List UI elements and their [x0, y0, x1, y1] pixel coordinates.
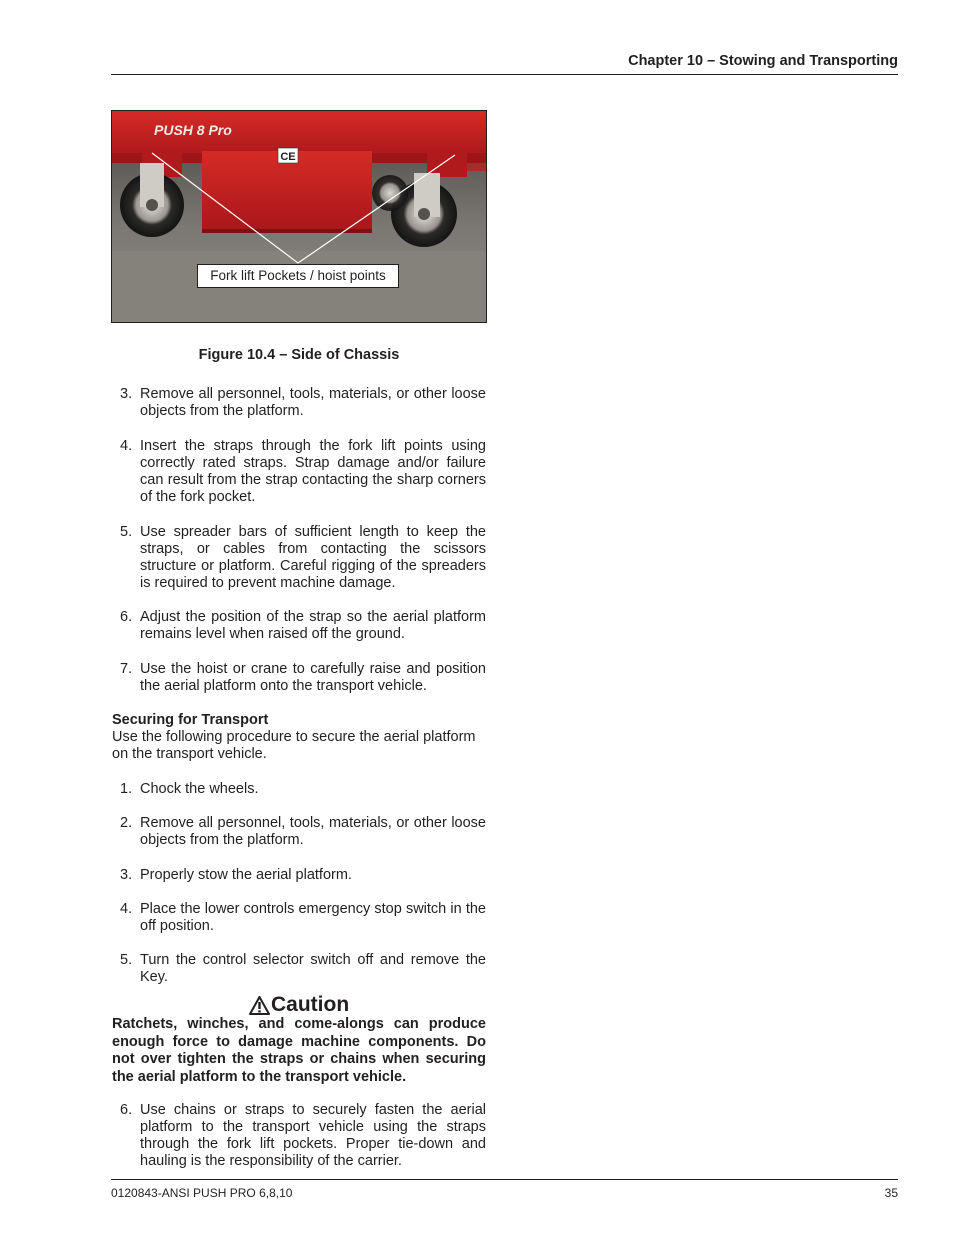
- list-item: 3. Remove all personnel, tools, materials, or other loose objects from the platform.: [120, 386, 486, 419]
- chassis-photo: [111, 110, 487, 323]
- ce-mark: CE: [280, 151, 296, 163]
- caution-text: Ratchets, winches, and come-alongs can produce enough force to damage machine components. Do not over tighten the straps or chains when securing the aerial platform to the transport vehicle.: [112, 1016, 486, 1085]
- list-item: 2. Remove all personnel, tools, materials, or other loose objects from the platform.: [120, 815, 486, 848]
- list-item: 4. Place the lower controls emergency stop switch in the off position.: [120, 901, 486, 934]
- figure-caption: Figure 10.4 – Side of Chassis: [198, 347, 400, 363]
- section-intro: Use the following procedure to secure the aerial platform on the transport vehicle.: [112, 729, 476, 762]
- caution-title: Caution: [271, 993, 350, 1016]
- document-id: 0120843-ANSI PUSH PRO 6,8,10: [111, 1186, 293, 1200]
- svg-text:PUSH 8 Pro: PUSH 8 Pro: [154, 122, 232, 138]
- list-item: 5. Use spreader bars of sufficient length to keep the straps, or cables from contacting the scissors structure or platform. Careful rigging of the spreaders is required to prevent machine damage.: [120, 524, 486, 591]
- list-item: 1. Chock the wheels.: [120, 781, 259, 797]
- list-item: 6. Adjust the position of the strap so the aerial platform remains level when raised off the ground.: [120, 609, 486, 642]
- fork-lift-pocket-callout: Fork lift Pockets / hoist points: [197, 264, 399, 288]
- section-heading: Securing for Transport: [112, 712, 269, 728]
- page-number: 35: [884, 1186, 898, 1200]
- list-item: 3. Properly stow the aerial platform.: [120, 867, 352, 883]
- list-item: 7. Use the hoist or crane to carefully raise and position the aerial platform onto the transport vehicle.: [120, 661, 486, 694]
- list-item: 4. Insert the straps through the fork lift points using correctly rated straps. Strap damage and/or failure can result from the strap contacting the sharp corners of the fork pocket.: [120, 438, 486, 505]
- chapter-title: Chapter 10 – Stowing and Transporting: [628, 53, 898, 69]
- warning-triangle-icon: [249, 996, 270, 1015]
- list-item: 6. Use chains or straps to securely fasten the aerial platform to the transport vehicle using the straps through the fork lift pockets. Proper tie-down and hauling is the responsibility of the carrier.: [120, 1102, 486, 1169]
- header-rule: [111, 74, 898, 75]
- caution-heading: [249, 993, 349, 1017]
- list-item: 5. Turn the control selector switch off and remove the Key.: [120, 952, 486, 985]
- footer-rule: [111, 1179, 898, 1180]
- push-8-pro-logo: [154, 122, 232, 138]
